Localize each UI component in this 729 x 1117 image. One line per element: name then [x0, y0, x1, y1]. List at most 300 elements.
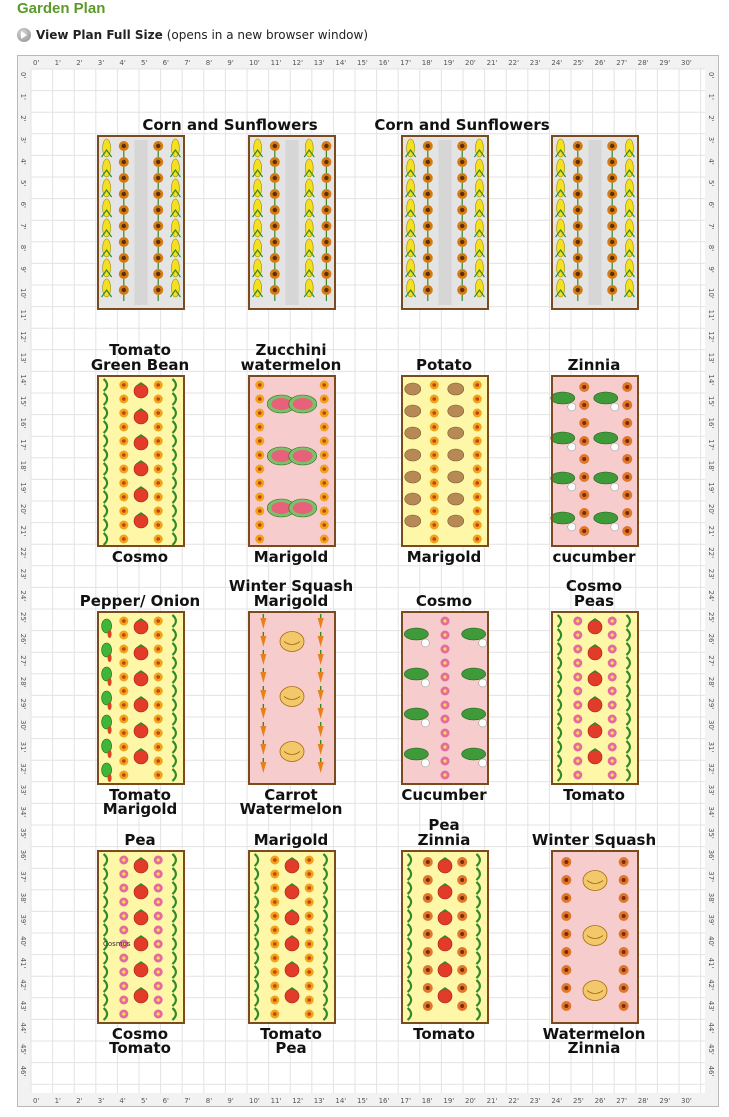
zinnia-center-icon [564, 968, 568, 972]
sunflower-center-icon [460, 160, 464, 164]
zinnia-center-icon [625, 511, 629, 515]
cucumber-flower-icon [421, 679, 429, 687]
cosmo-center-icon [576, 703, 579, 706]
tomato-icon [134, 384, 148, 398]
marigold-center-icon [273, 872, 277, 876]
sunflower-center-icon [460, 192, 464, 196]
ruler-label-v: 12' [19, 331, 27, 343]
winter-squash-icon [583, 871, 607, 891]
ruler-label-h: 21' [486, 1097, 498, 1105]
potato-icon [405, 427, 421, 439]
cosmo-center-icon [611, 759, 614, 762]
marigold-center-icon [156, 481, 160, 485]
tomato-icon [134, 859, 148, 873]
ruler-label-v: 10' [707, 288, 715, 299]
sunflower-center-icon [273, 208, 277, 212]
sunflower-center-icon [460, 224, 464, 228]
sunflower-center-icon [273, 288, 277, 292]
tomato-icon [134, 620, 148, 634]
sunflower-center-icon [460, 208, 464, 212]
ruler-label-h: 11' [270, 59, 282, 67]
ruler-label-v: 28' [707, 676, 715, 688]
tomato-icon [285, 963, 299, 977]
cosmo-center-icon [611, 675, 614, 678]
ruler-label-v: 24' [707, 590, 715, 602]
cosmo-center-icon [576, 759, 579, 762]
marigold-center-icon [258, 383, 262, 387]
tomato-icon [134, 672, 148, 686]
ruler-label-v: 19' [707, 482, 715, 494]
potato-icon [405, 493, 421, 505]
ruler-label-v: 14' [707, 374, 715, 386]
marigold-center-icon [432, 495, 436, 499]
bed-label-top: Pepper/ Onion [79, 592, 201, 610]
ruler-label-h: 30' [681, 59, 692, 67]
marigold-center-icon [432, 425, 436, 429]
bed-r3c4 [552, 612, 638, 784]
marigold-center-icon [432, 537, 436, 541]
sunflower-center-icon [156, 176, 160, 180]
marigold-center-icon [307, 900, 311, 904]
marigold-center-icon [122, 703, 126, 707]
bed-label-bottom: Tomato [260, 1025, 322, 1043]
cosmo-center-icon [443, 647, 446, 650]
cucumber-icon [404, 668, 428, 680]
bed-label-bottom: Pea [275, 1039, 307, 1057]
zinnia-center-icon [460, 896, 464, 900]
potato-icon [448, 405, 464, 417]
zinnia-center-icon [460, 968, 464, 972]
ruler-label-v: 21' [707, 525, 715, 537]
ruler-label-v: 38' [707, 892, 715, 904]
ruler-label-h: 5' [141, 59, 148, 67]
zinnia-center-icon [426, 950, 430, 954]
ruler-label-h: 1' [54, 1097, 61, 1105]
ruler-label-v: 40' [19, 936, 27, 947]
ruler-label-v: 7' [19, 223, 27, 230]
cosmo-center-icon [157, 984, 160, 987]
ruler-label-v: 26' [19, 633, 27, 645]
ruler-label-h: 27' [616, 59, 628, 67]
zinnia-center-icon [426, 968, 430, 972]
ruler-label-v: 37' [19, 871, 27, 883]
ruler-label-v: 11' [707, 309, 715, 321]
ruler-label-v: 22' [707, 547, 715, 559]
ruler-label-v: 20' [19, 504, 27, 515]
marigold-center-icon [122, 495, 126, 499]
ruler-label-v: 22' [19, 547, 27, 559]
sunflower-center-icon [576, 144, 580, 148]
zinnia-center-icon [460, 986, 464, 990]
marigold-center-icon [122, 661, 126, 665]
ruler-label-v: 6' [707, 201, 715, 208]
tomato-icon [285, 885, 299, 899]
tomato-icon [134, 488, 148, 502]
ruler-label-h: 14' [335, 1097, 347, 1105]
ruler-label-v: 30' [707, 720, 715, 731]
zinnia-center-icon [564, 950, 568, 954]
marigold-center-icon [156, 509, 160, 513]
ruler-label-v: 36' [707, 849, 715, 861]
cosmo-center-icon [122, 1012, 125, 1015]
ruler-label-v: 0' [707, 72, 715, 79]
marigold-center-icon [273, 900, 277, 904]
bed-label-bottom: Tomato [413, 1025, 475, 1043]
onion-icon [108, 702, 112, 710]
sunflower-center-icon [273, 240, 277, 244]
zinnia-center-icon [622, 896, 626, 900]
potato-icon [405, 515, 421, 527]
ruler-label-h: 24' [551, 1097, 563, 1105]
marigold-center-icon [322, 481, 326, 485]
zinnia-center-icon [460, 878, 464, 882]
zinnia-center-icon [622, 1004, 626, 1008]
zinnia-center-icon [460, 1004, 464, 1008]
cosmo-center-icon [443, 759, 446, 762]
bed-label-top: Pea [124, 831, 156, 849]
zinnia-center-icon [622, 860, 626, 864]
tomato-icon [134, 646, 148, 660]
sunflower-center-icon [576, 176, 580, 180]
marigold-center-icon [156, 453, 160, 457]
zinnia-center-icon [582, 457, 586, 461]
bed-label-top: watermelon [240, 356, 342, 374]
ruler-label-v: 2' [19, 115, 27, 122]
bed-r4c2 [249, 851, 335, 1023]
zinnia-center-icon [582, 421, 586, 425]
marigold-center-icon [258, 439, 262, 443]
marigold-center-icon [432, 481, 436, 485]
cucumber-icon [462, 748, 486, 760]
tomato-icon [134, 462, 148, 476]
marigold-center-icon [475, 467, 479, 471]
ruler-label-h: 16' [378, 1097, 390, 1105]
sunflower-center-icon [273, 224, 277, 228]
cucumber-icon [594, 512, 618, 524]
zinnia-center-icon [622, 878, 626, 882]
marigold-center-icon [322, 439, 326, 443]
marigold-center-icon [273, 858, 277, 862]
view-plan-label[interactable]: View Plan Full Size [36, 28, 163, 42]
cucumber-flower-icon [568, 403, 576, 411]
ruler-label-v: 26' [707, 633, 715, 645]
ruler-label-h: 21' [486, 59, 498, 67]
ruler-label-h: 13' [313, 59, 325, 67]
marigold-center-icon [156, 633, 160, 637]
cosmo-center-icon [157, 998, 160, 1001]
bed-r1c1 [98, 136, 184, 309]
cosmo-center-icon [157, 858, 160, 861]
sunflower-center-icon [122, 240, 126, 244]
zinnia-center-icon [582, 529, 586, 533]
ruler-label-h: 16' [378, 59, 390, 67]
marigold-center-icon [273, 984, 277, 988]
bed-label-top: Pea [428, 816, 460, 834]
cucumber-flower-icon [568, 443, 576, 451]
bed-label-top: Peas [573, 592, 615, 610]
sunflower-center-icon [610, 192, 614, 196]
marigold-center-icon [258, 425, 262, 429]
cucumber-icon [462, 628, 486, 640]
sunflower-center-icon [610, 288, 614, 292]
onion-icon [108, 654, 112, 662]
ruler-label-v: 43' [19, 1000, 27, 1012]
play-icon [17, 28, 31, 42]
cosmo-center-icon [611, 619, 614, 622]
winter-squash-icon [583, 981, 607, 1001]
ruler-label-v: 23' [19, 568, 27, 580]
sunflower-center-icon [273, 192, 277, 196]
ruler-label-v: 5' [707, 180, 715, 187]
marigold-center-icon [122, 453, 126, 457]
ruler-label-h: 9' [227, 1097, 234, 1105]
sunflower-center-icon [576, 208, 580, 212]
tomato-icon [438, 885, 452, 899]
ruler-label-h: 25' [573, 1097, 584, 1105]
view-plan-link[interactable] [17, 26, 368, 44]
ruler-label-h: 27' [616, 1097, 628, 1105]
cucumber-icon [551, 512, 575, 524]
ruler-label-h: 7' [184, 1097, 191, 1105]
ruler-label-v: 30' [19, 720, 27, 731]
onion-icon [108, 630, 112, 638]
cucumber-icon [404, 748, 428, 760]
cosmo-center-icon [157, 956, 160, 959]
ruler-label-v: 35' [19, 828, 27, 839]
ruler-label-v: 28' [19, 676, 27, 688]
cosmo-center-icon [576, 717, 579, 720]
marigold-center-icon [475, 397, 479, 401]
marigold-center-icon [156, 689, 160, 693]
tomato-icon [438, 963, 452, 977]
marigold-center-icon [122, 675, 126, 679]
sunflower-center-icon [610, 176, 614, 180]
cosmo-center-icon [443, 717, 446, 720]
bed-label-bottom: Watermelon [542, 1025, 646, 1043]
watermelon-flesh-icon [271, 450, 291, 462]
zinnia-center-icon [622, 968, 626, 972]
sunflower-center-icon [156, 144, 160, 148]
tomato-icon [438, 989, 452, 1003]
sunflower-center-icon [122, 192, 126, 196]
tomato-icon [285, 859, 299, 873]
ruler-label-h: 23' [529, 59, 541, 67]
ruler-label-h: 25' [573, 59, 584, 67]
ruler-label-h: 3' [97, 1097, 105, 1105]
sunflower-center-icon [576, 224, 580, 228]
zinnia-center-icon [426, 878, 430, 882]
ruler-label-v: 41' [19, 957, 27, 969]
tomato-icon [134, 436, 148, 450]
potato-icon [448, 471, 464, 483]
cosmo-center-icon [157, 942, 160, 945]
zinnia-center-icon [582, 493, 586, 497]
ruler-label-v: 27' [19, 655, 27, 667]
sunflower-center-icon [122, 160, 126, 164]
bed-label-top: Zinnia [417, 831, 471, 849]
ruler-label-h: 29' [659, 59, 671, 67]
bed-label-bottom: Zinnia [567, 1039, 621, 1057]
tomato-icon [438, 859, 452, 873]
bed-label-bottom: Carrot [264, 786, 318, 804]
cucumber-icon [462, 668, 486, 680]
sunflower-center-icon [156, 224, 160, 228]
marigold-center-icon [156, 661, 160, 665]
cucumber-flower-icon [421, 719, 429, 727]
marigold-center-icon [122, 397, 126, 401]
marigold-center-icon [156, 675, 160, 679]
zinnia-center-icon [564, 860, 568, 864]
zinnia-center-icon [426, 860, 430, 864]
cosmo-center-icon [157, 900, 160, 903]
marigold-center-icon [307, 886, 311, 890]
sunflower-center-icon [324, 288, 328, 292]
sunflower-center-icon [122, 256, 126, 260]
cosmo-center-icon [611, 717, 614, 720]
marigold-center-icon [307, 1012, 311, 1016]
bed-label-top: Green Bean [90, 356, 190, 374]
marigold-center-icon [475, 383, 479, 387]
bed-label-top: Marigold [253, 592, 329, 610]
ruler-label-v: 14' [19, 374, 27, 386]
ruler-label-v: 46' [19, 1065, 27, 1077]
cosmo-center-icon [611, 703, 614, 706]
ruler-label-h: 2' [76, 59, 83, 67]
marigold-center-icon [156, 759, 160, 763]
bed-r4c1 [98, 851, 184, 1023]
marigold-center-icon [156, 537, 160, 541]
ruler-label-h: 22' [508, 59, 520, 67]
sunflower-center-icon [610, 224, 614, 228]
ruler-label-v: 1' [707, 93, 715, 100]
bed-path [438, 140, 451, 305]
potato-icon [448, 449, 464, 461]
zinnia-center-icon [460, 932, 464, 936]
sunflower-center-icon [610, 256, 614, 260]
ruler-label-h: 7' [184, 59, 191, 67]
zinnia-center-icon [564, 896, 568, 900]
marigold-center-icon [122, 619, 126, 623]
sunflower-center-icon [122, 224, 126, 228]
ruler-label-v: 11' [19, 309, 27, 321]
ruler-label-v: 41' [707, 957, 715, 969]
cosmo-center-icon [576, 773, 579, 776]
ruler-label-v: 25' [19, 612, 27, 623]
ruler-label-v: 1' [19, 93, 27, 100]
ruler-label-v: 23' [707, 568, 715, 580]
sunflower-center-icon [324, 224, 328, 228]
marigold-center-icon [322, 453, 326, 457]
potato-icon [448, 515, 464, 527]
sunflower-center-icon [576, 160, 580, 164]
sunflower-center-icon [273, 256, 277, 260]
ruler-label-v: 9' [707, 266, 715, 273]
bed-r3c2 [249, 612, 335, 784]
watermelon-flesh-icon [271, 398, 291, 410]
marigold-center-icon [307, 998, 311, 1002]
winter-squash-icon [280, 687, 304, 707]
sunflower-center-icon [460, 144, 464, 148]
cosmo-center-icon [443, 773, 446, 776]
sunflower-center-icon [460, 288, 464, 292]
tomato-icon [134, 911, 148, 925]
bed-label-bottom: Cosmo [111, 548, 169, 566]
zinnia-center-icon [564, 1004, 568, 1008]
zinnia-center-icon [625, 529, 629, 533]
marigold-center-icon [322, 467, 326, 471]
sunflower-center-icon [324, 256, 328, 260]
ruler-label-h: 12' [292, 59, 304, 67]
bed-label-top: Tomato [109, 341, 171, 359]
ruler-label-h: 18' [421, 59, 433, 67]
marigold-center-icon [432, 383, 436, 387]
zinnia-center-icon [625, 457, 629, 461]
ruler-label-h: 13' [313, 1097, 325, 1105]
ruler-label-h: 26' [594, 1097, 606, 1105]
tomato-icon [588, 646, 602, 660]
bed-r3c1 [98, 612, 184, 784]
sunflower-center-icon [576, 272, 580, 276]
cucumber-flower-icon [479, 679, 487, 687]
ruler-label-v: 37' [707, 871, 715, 883]
ruler-label-h: 8' [205, 59, 213, 67]
zinnia-center-icon [582, 475, 586, 479]
cosmo-center-icon [443, 619, 446, 622]
marigold-center-icon [307, 956, 311, 960]
potato-icon [405, 383, 421, 395]
marigold-center-icon [273, 1012, 277, 1016]
ruler-label-h: 15' [357, 59, 368, 67]
marigold-center-icon [307, 914, 311, 918]
winter-squash-icon [583, 926, 607, 946]
cosmo-center-icon [443, 731, 446, 734]
cosmo-center-icon [122, 886, 125, 889]
ruler-label-v: 40' [707, 936, 715, 947]
marigold-center-icon [122, 425, 126, 429]
ruler-label-h: 30' [681, 1097, 692, 1105]
marigold-center-icon [122, 523, 126, 527]
ruler-label-h: 29' [659, 1097, 671, 1105]
marigold-center-icon [432, 411, 436, 415]
cosmo-center-icon [576, 731, 579, 734]
marigold-center-icon [156, 523, 160, 527]
ruler-label-v: 2' [707, 115, 715, 122]
sunflower-center-icon [156, 288, 160, 292]
zinnia-center-icon [564, 878, 568, 882]
cosmo-center-icon [611, 689, 614, 692]
ruler-label-v: 0' [19, 72, 27, 79]
cosmo-center-icon [122, 900, 125, 903]
marigold-center-icon [122, 717, 126, 721]
marigold-center-icon [122, 439, 126, 443]
sunflower-center-icon [324, 240, 328, 244]
bed-label-top: Cosmo [415, 592, 473, 610]
cosmo-center-icon [611, 647, 614, 650]
onion-icon [108, 726, 112, 734]
potato-icon [448, 493, 464, 505]
ruler-label-v: 6' [19, 201, 27, 208]
zinnia-center-icon [622, 950, 626, 954]
marigold-center-icon [156, 495, 160, 499]
zinnia-center-icon [564, 914, 568, 918]
ruler-label-v: 16' [707, 417, 715, 429]
bed-r4c3 [402, 851, 488, 1023]
tomato-icon [285, 911, 299, 925]
sunflower-center-icon [460, 176, 464, 180]
marigold-center-icon [432, 453, 436, 457]
zinnia-center-icon [625, 493, 629, 497]
cucumber-icon [551, 392, 575, 404]
